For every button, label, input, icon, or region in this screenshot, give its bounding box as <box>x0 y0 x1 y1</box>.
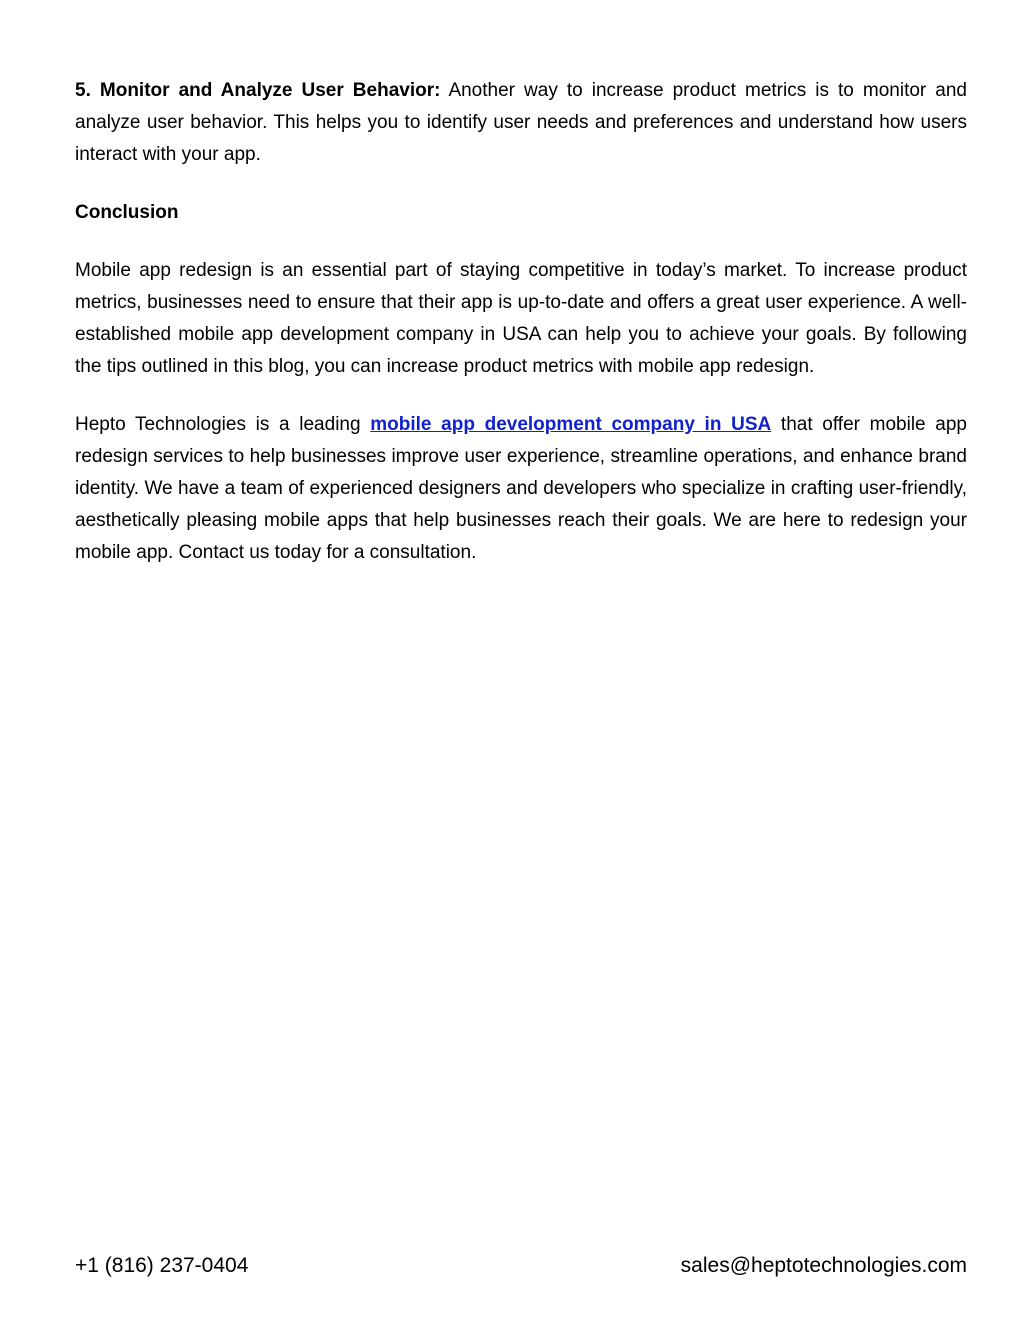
section-5-label: 5. Monitor and Analyze User Behavior: <box>75 80 441 101</box>
page-footer <box>75 1250 967 1282</box>
section-5-paragraph <box>75 75 967 171</box>
conclusion-paragraph: Mobile app redesign is an essential part of staying competitive in today’s market. To increase product metrics, businesses need to ensure that their app is up-to-date and offers a great user experience. A well-established mobile app development company in USA can help you to achieve your goals. By following the tips outlined in this blog, you can increase product metrics with mobile app redesign. <box>75 260 967 377</box>
footer-email: sales@heptotechnologies.com <box>680 1254 967 1277</box>
conclusion-heading: Conclusion <box>75 202 179 223</box>
section-5-text: Another way to increase product metrics is to monitor and analyze user behavior. This helps you to identify user needs and preferences and understand how users interact with your app. <box>75 80 967 165</box>
closing-text-before-link: Hepto Technologies is a leading <box>75 414 371 435</box>
document-body <box>75 75 967 595</box>
company-link[interactable]: mobile app development company in USA <box>370 414 772 435</box>
footer-phone: +1 (816) 237-0404 <box>75 1254 249 1277</box>
closing-paragraph <box>75 409 967 569</box>
closing-text-after-link: that offer mobile app redesign services to help businesses improve user experience, streamline operations, and enhance brand identity. We have a team of experienced designers and developers who specialize in crafting user-friendly, aesthetically pleasing mobile apps that help businesses reach their goals. We are here to redesign your mobile app. Contact us today for a consultation. <box>75 414 968 563</box>
